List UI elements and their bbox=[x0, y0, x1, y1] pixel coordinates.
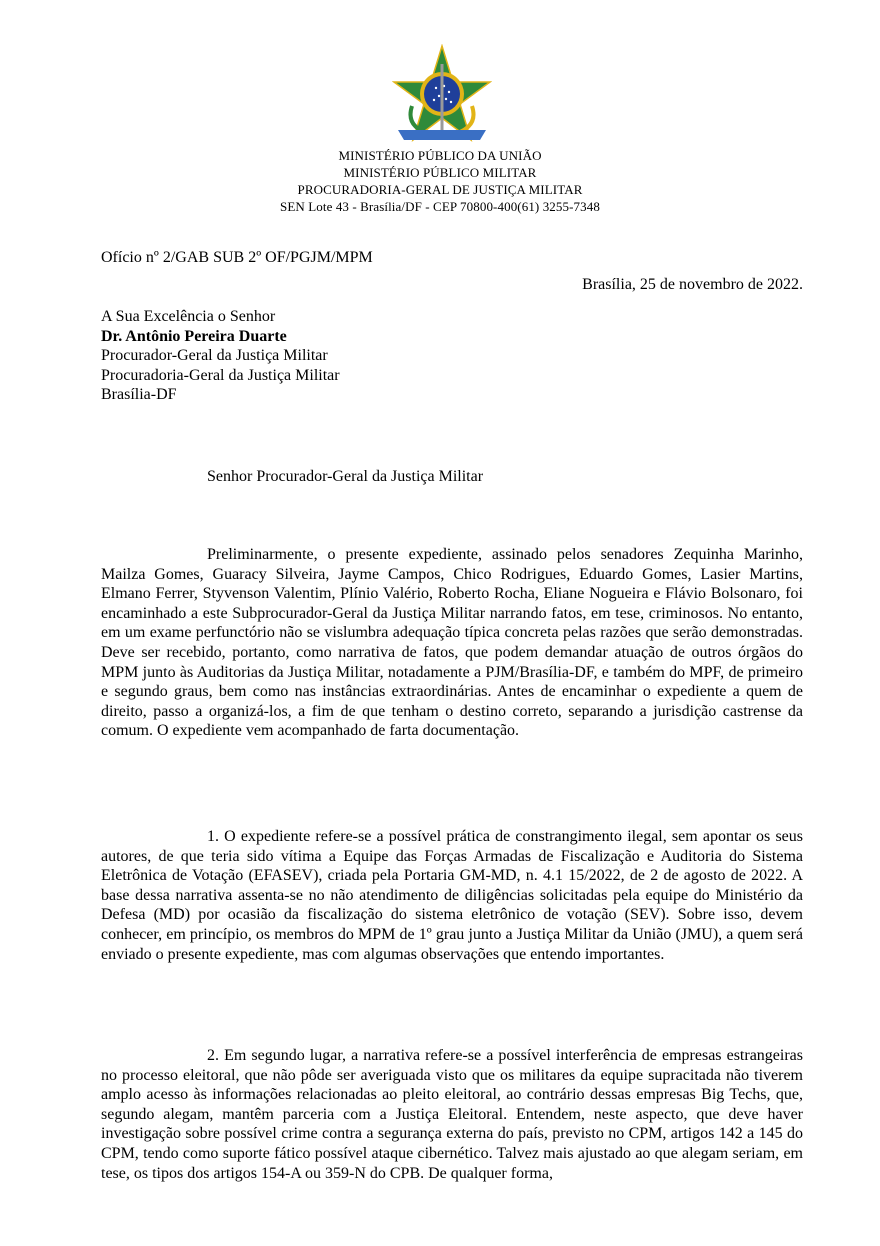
header-line: MINISTÉRIO PÚBLICO DA UNIÃO bbox=[338, 148, 542, 163]
addressee-organization: Procuradoria-Geral da Justiça Militar bbox=[101, 366, 340, 384]
document-date: Brasília, 25 de novembro de 2022. bbox=[582, 276, 803, 293]
coat-of-arms-brazil-icon bbox=[392, 44, 492, 144]
header-line: PROCURADORIA-GERAL DE JUSTIÇA MILITAR bbox=[297, 182, 583, 197]
body-paragraph: 1. O expediente refere-se a possível prática de constrangimento ilegal, sem apontar os seus autores, de que teria sido vítima a Equipe das Forças Armadas de Fiscalização e Auditoria do Sistema Eletrônica de Votação (EFASEV), criada pela Portaria GM-MD, n. 4.1 15/2022, de 2 de agosto de 2022. A base dessa narrativa assenta-se no não atendimento de diligências solicitadas pela equipe do Ministério da Defesa (MD) por ocasião da fiscalização do sistema eletrônico de votação (SEV). Sobre isso, devem conhecer, em princípio, os membros do MPM de 1º grau junto a Justiça Militar da União (JMU), a quem será enviado o presente expediente, mas com algumas observações que entendo importantes. bbox=[101, 828, 803, 963]
institution-header bbox=[0, 147, 880, 215]
body-paragraph: 2. Em segundo lugar, a narrativa refere-se a possível interferência de empresas estrangeiras no processo eleitoral, que não pôde ser averiguada visto que os militares da equipe supracitada não tiverem amplo acesso às informações relacionadas ao pleito eleitoral, ao contrário dessas empresas Big Techs, que, segundo alegam, mantêm parceria com a Justiça Eleitoral. Entendem, neste aspecto, que deve haver investigação sobre possível crime contra a segurança externa do país, previsto no CPM, artigos 142 a 145 do CPM, tendo como suporte fático possível ataque cibernético. Talvez mais ajustado ao que alegam seriam, em tese, os tipos dos artigos 154-A ou 359-N do CPB. De qualquer forma, bbox=[101, 1047, 803, 1182]
addressee-name: Dr. Antônio Pereira Duarte bbox=[101, 327, 287, 345]
addressee-block bbox=[101, 307, 340, 405]
header-line: MINISTÉRIO PÚBLICO MILITAR bbox=[343, 165, 537, 180]
body-paragraph: Preliminarmente, o presente expediente, assinado pelos senadores Zequinha Marinho, Mailza Gomes, Guaracy Silveira, Jayme Campos, Chico Rodrigues, Eduardo Gomes, Lasier Martins, Elmano Ferrer, Styvenson Valentim, Plínio Valério, Roberto Rocha, Eliane Nogueira e Flávio Bolsonaro, foi encaminhado a este Subprocurador-Geral da Justiça Militar narrando fatos, em tese, criminosos. No entanto, em um exame perfunctório não se vislumbra adequação típica concreta pelas razões que serão demonstradas. Deve ser recebido, portanto, como narrativa de fatos, que podem demandar atuação de outros órgãos do MPM junto às Auditorias da Justiça Militar, notadamente a PJM/Brasília-DF, e também do MPF, de primeiro e segundo graus, bem como nas instâncias extraordinárias. Antes de encaminhar o expediente a quem de direito, passo a organizá-los, a fim de que tenham o destino correto, separando a jurisdição castrense da comum. O expediente vem acompanhado de farta documentação. bbox=[101, 546, 803, 740]
addressee-city: Brasília-DF bbox=[101, 386, 177, 403]
addressee-greeting: A Sua Excelência o Senhor bbox=[101, 308, 276, 325]
addressee-title: Procurador-Geral da Justiça Militar bbox=[101, 347, 328, 364]
salutation: Senhor Procurador-Geral da Justiça Militar bbox=[207, 468, 484, 485]
header-address: SEN Lote 43 - Brasília/DF - CEP 70800-400(61) 3255-7348 bbox=[280, 199, 600, 214]
document-reference: Ofício nº 2/GAB SUB 2º OF/PGJM/MPM bbox=[101, 249, 373, 266]
